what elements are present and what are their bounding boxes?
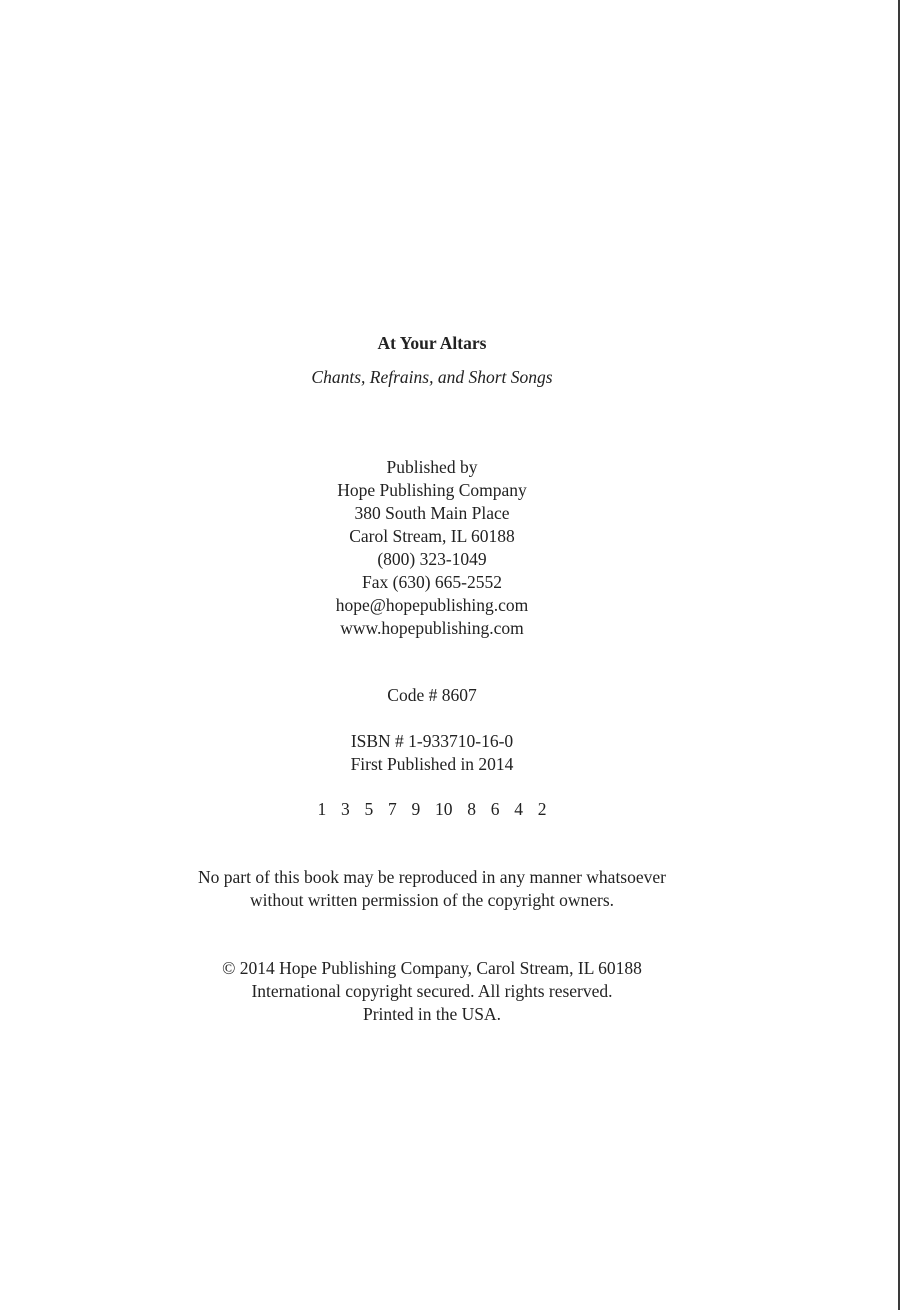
rights-line-1: No part of this book may be reproduced in any manner whatsoever — [198, 867, 666, 887]
book-title: At Your Altars — [377, 333, 487, 353]
publisher-website: www.hopepublishing.com — [340, 618, 524, 638]
isbn-block — [0, 730, 864, 776]
copyright-notice — [0, 957, 864, 1026]
copyright-line-2: International copyright secured. All rights reserved. — [251, 981, 613, 1001]
copyright-line-1: © 2014 Hope Publishing Company, Carol Stream, IL 60188 — [222, 958, 642, 978]
rights-line-2: without written permission of the copyright owners. — [249, 890, 615, 910]
first-published: First Published in 2014 — [350, 754, 514, 774]
rights-notice — [0, 866, 864, 912]
publisher-block — [0, 456, 864, 640]
code-block — [0, 684, 864, 707]
book-subtitle: Chants, Refrains, and Short Songs — [311, 367, 553, 387]
publisher-fax: Fax (630) 665-2552 — [362, 572, 502, 592]
copyright-line-3: Printed in the USA. — [362, 1004, 502, 1024]
printing-line-block — [0, 798, 864, 821]
publisher-city: Carol Stream, IL 60188 — [349, 526, 515, 546]
publisher-name: Hope Publishing Company — [337, 480, 527, 500]
isbn-number: ISBN # 1-933710-16-0 — [350, 731, 514, 751]
printing-line: 1 3 5 7 9 10 8 6 4 2 — [317, 799, 547, 819]
publisher-phone: (800) 323-1049 — [377, 549, 487, 569]
publisher-street: 380 South Main Place — [354, 503, 510, 523]
publisher-email: hope@hopepublishing.com — [335, 595, 529, 615]
product-code: Code # 8607 — [387, 685, 477, 705]
published-by-label: Published by — [386, 457, 478, 477]
